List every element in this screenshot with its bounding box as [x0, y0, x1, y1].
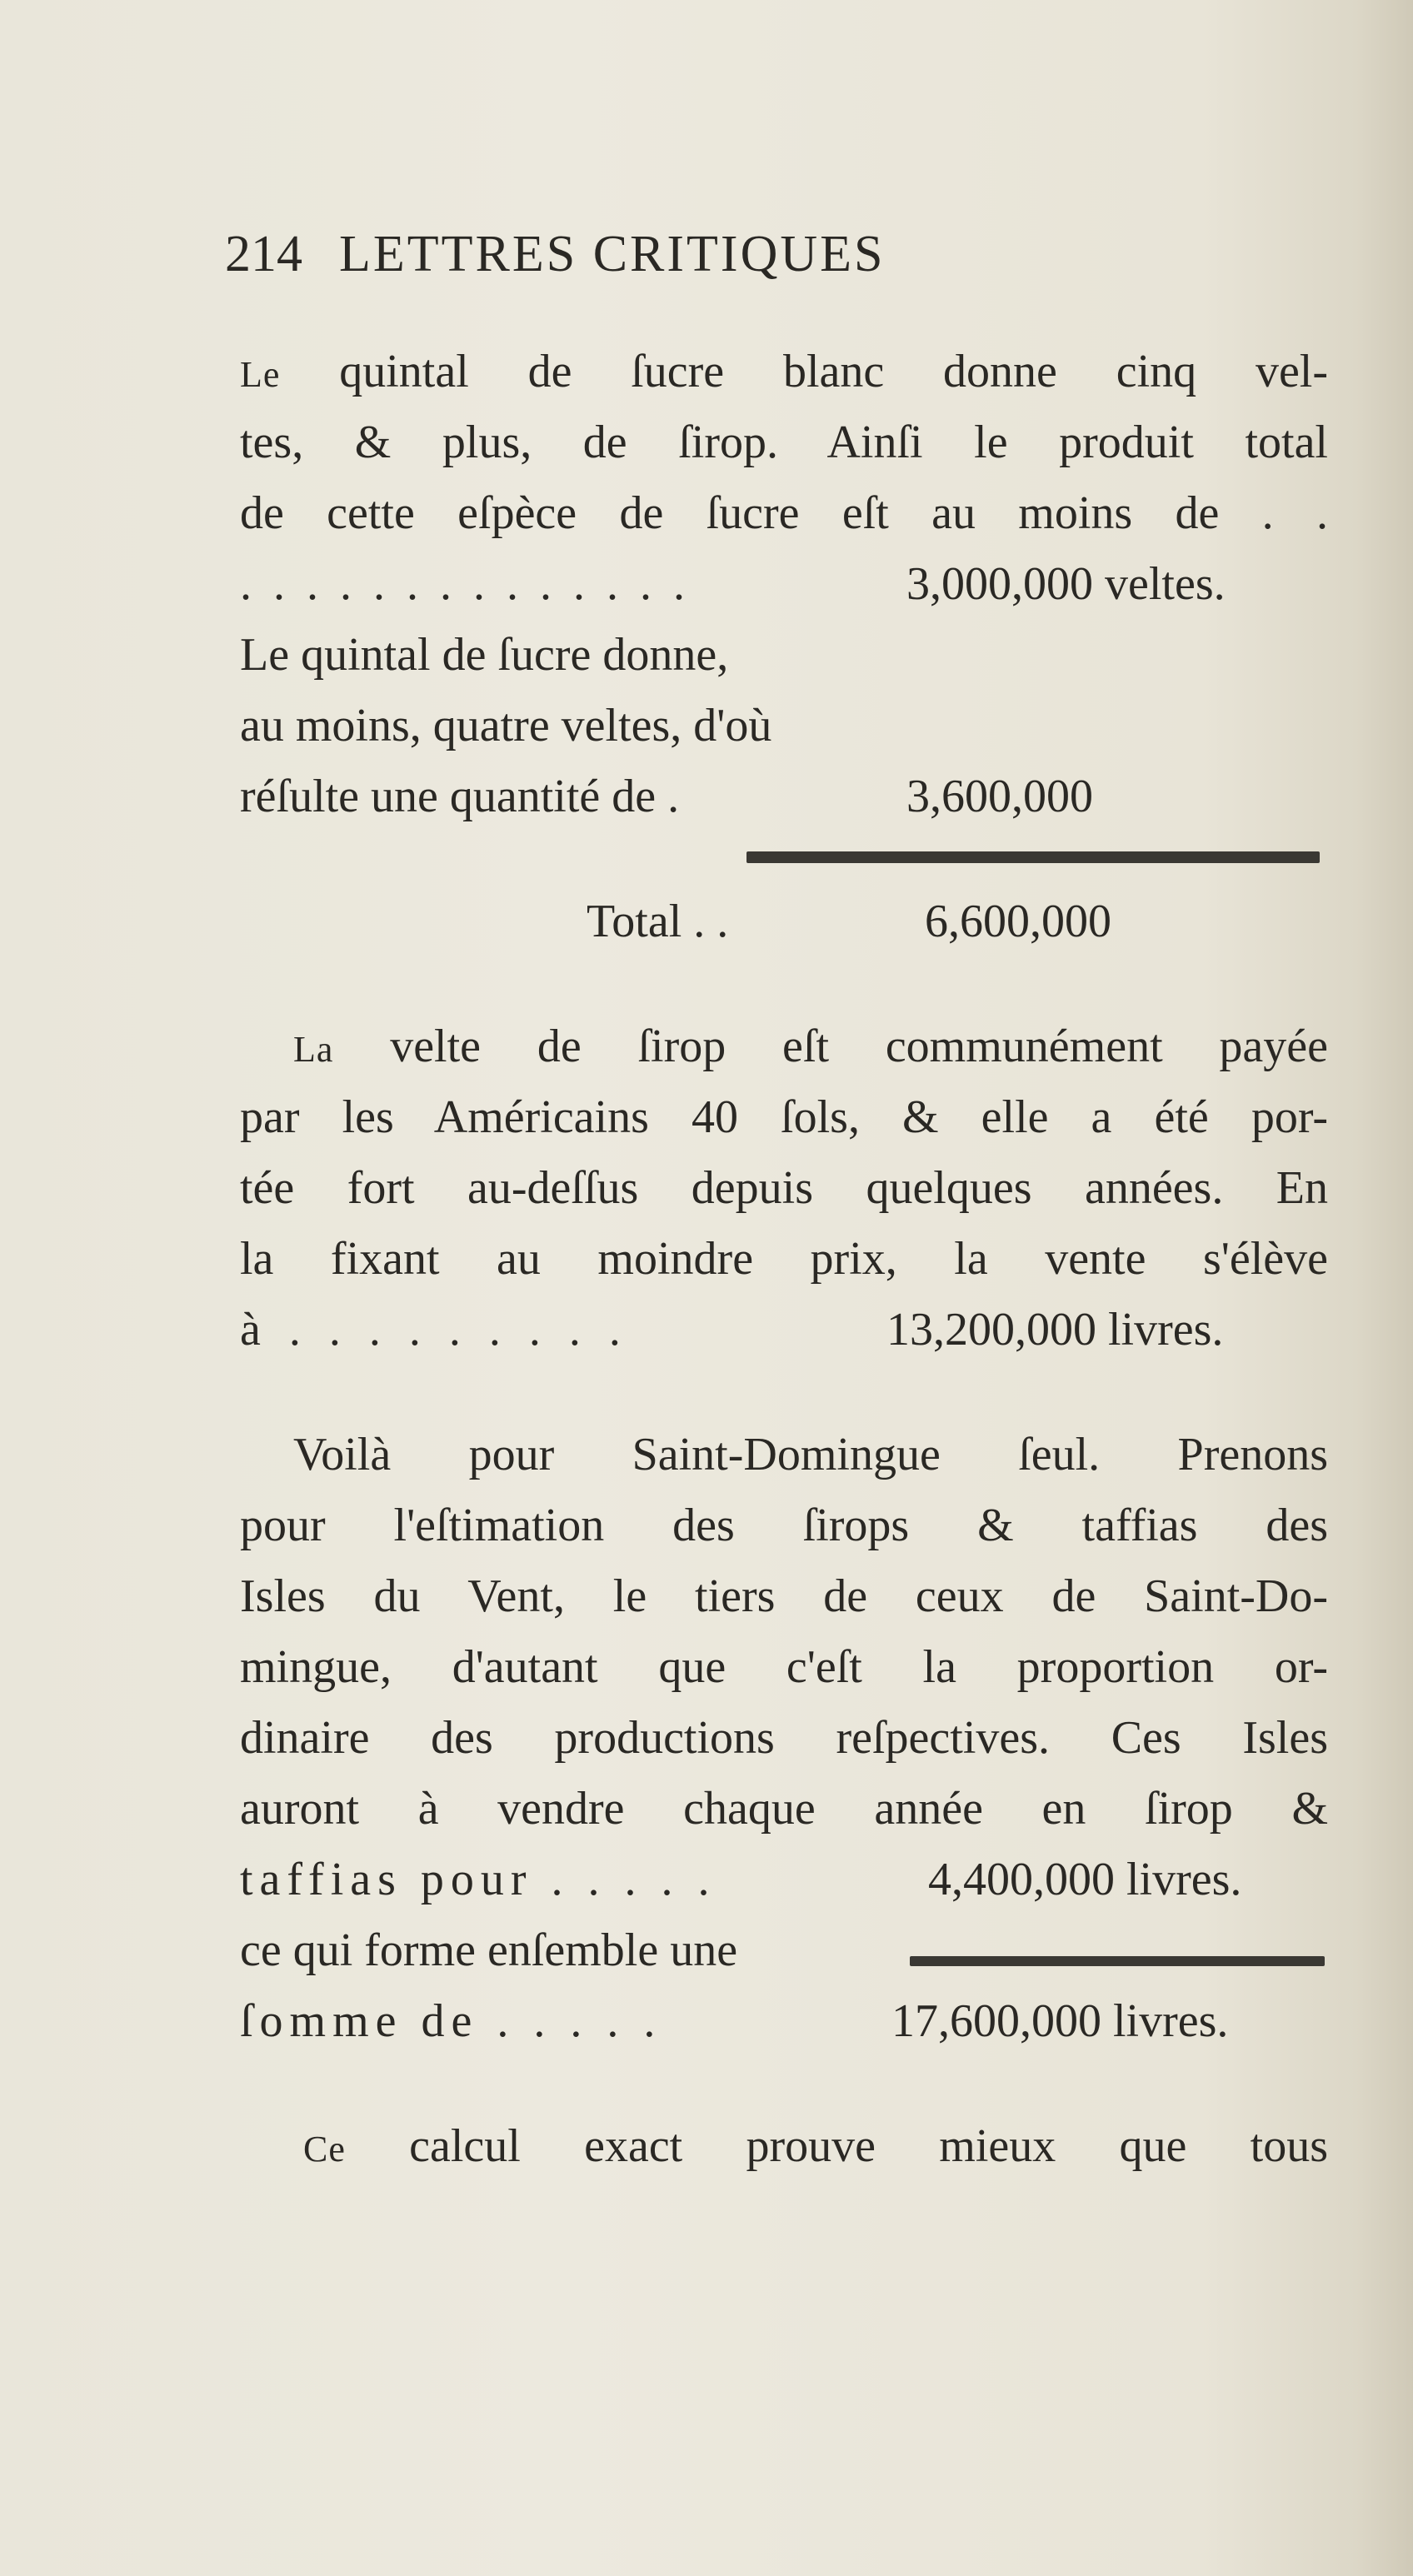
para1-line5: Le quintal de ſucre donne,	[240, 629, 729, 681]
para3-line9: ſomme de . . . . .	[240, 1995, 662, 2047]
total-value: 6,600,000	[925, 896, 1111, 947]
sum-rule-2	[910, 1956, 1325, 1966]
para2-line3: tée fort au-deſſus depuis quelques années. En	[240, 1162, 1328, 1214]
para1-line6: au moins, quatre veltes, d'où	[240, 700, 772, 751]
para2-line1: La velte de ſirop eſt communément payée	[293, 1021, 1328, 1072]
para2-line2: par les Américains 40 ſols, & elle a été por-	[240, 1091, 1328, 1143]
para3-line5: dinaire des productions reſpectives. Ces Isles	[240, 1712, 1328, 1764]
para3-line1: Voilà pour Saint-Domingue ſeul. Prenons	[293, 1429, 1328, 1480]
para3-line3: Isles du Vent, le tiers de ceux de Saint-Do-	[240, 1570, 1328, 1622]
para1-line1: Le quintal de ſucre blanc donne cinq vel-	[240, 346, 1328, 397]
para1-dot-leader: . . . . . . . . . . . . . .	[240, 558, 690, 610]
para3-line8: ce qui forme enſemble une	[240, 1925, 738, 1976]
para3-value-somme: 17,600,000 livres.	[891, 1995, 1229, 2047]
para3-line4: mingue, d'autant que c'eſt la proportion or-	[240, 1641, 1328, 1693]
total-label: Total . .	[587, 896, 729, 947]
para3-line6: auront à vendre chaque année en ſirop &	[240, 1783, 1328, 1835]
sum-rule	[746, 851, 1320, 863]
para1-value-veltes: 3,000,000 veltes.	[906, 558, 1226, 610]
running-header	[225, 225, 885, 284]
para3-line7: taffias pour . . . . .	[240, 1854, 716, 1905]
para2-line5: à . . . . . . . . .	[240, 1304, 629, 1355]
page-number: 214	[225, 226, 302, 282]
para2-line4: la fixant au moindre prix, la vente s'élève	[240, 1233, 1328, 1285]
para3-line2: pour l'eſtimation des ſirops & taffias des	[240, 1500, 1328, 1551]
para1-line3: de cette eſpèce de ſucre eſt au moins de . .	[240, 487, 1328, 539]
para1-line2: tes, & plus, de ſirop. Ainſi le produit total	[240, 417, 1328, 468]
running-title: LETTRES CRITIQUES	[339, 226, 886, 282]
para1-value-quantity: 3,600,000	[906, 771, 1093, 822]
para3-value-taffias: 4,400,000 livres.	[928, 1854, 1242, 1905]
para2-value-livres: 13,200,000 livres.	[886, 1304, 1224, 1355]
para4-line1: Ce calcul exact prouve mieux que tous	[303, 2120, 1328, 2172]
para1-line7: réſulte une quantité de .	[240, 771, 680, 822]
